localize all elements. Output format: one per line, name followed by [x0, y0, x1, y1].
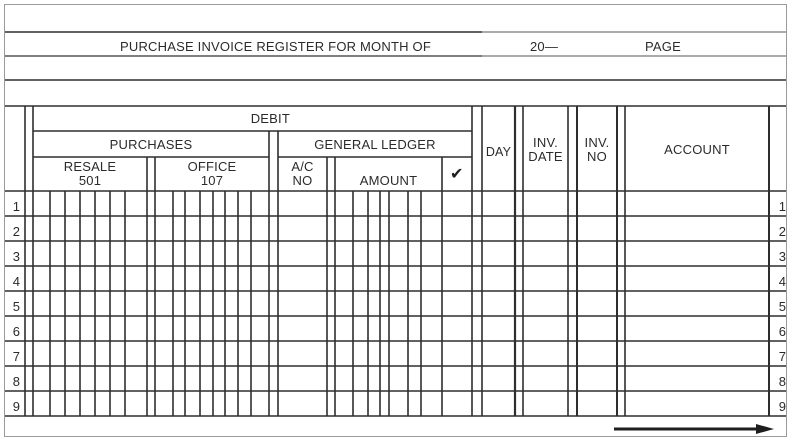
- day-header: DAY: [485, 145, 512, 159]
- row-number-right-9: 9: [778, 399, 786, 414]
- row-number-right-2: 2: [778, 224, 786, 239]
- row-number-left-5: 5: [12, 299, 20, 314]
- debit-header: DEBIT: [250, 111, 290, 126]
- row-number-right-1: 1: [778, 199, 786, 214]
- right-arrow-icon: [614, 423, 774, 435]
- page-label: PAGE: [645, 39, 681, 54]
- year-label: 20—: [530, 39, 559, 54]
- row-number-left-9: 9: [12, 399, 20, 414]
- row-number-left-7: 7: [12, 349, 20, 364]
- row-number-right-6: 6: [778, 324, 786, 339]
- row-number-left-4: 4: [12, 274, 20, 289]
- purchases-header: PURCHASES: [109, 137, 193, 152]
- row-number-right-5: 5: [778, 299, 786, 314]
- ac-no-header-line1: A/C: [291, 159, 314, 174]
- row-number-left-1: 1: [12, 199, 20, 214]
- inv-date-header-line1: INV.: [533, 135, 558, 150]
- row-number-right-7: 7: [778, 349, 786, 364]
- ac-no-header-line2: NO: [292, 173, 313, 188]
- inv-no-header-line2: NO: [587, 149, 607, 164]
- inv-no-header-line1: INV.: [584, 135, 610, 150]
- row-number-right-8: 8: [778, 374, 786, 389]
- row-number-left-2: 2: [12, 224, 20, 239]
- general-ledger-header: GENERAL LEDGER: [314, 137, 436, 152]
- office-header: OFFICE: [187, 159, 237, 174]
- office-account-code: 107: [200, 173, 224, 188]
- row-number-left-3: 3: [12, 249, 20, 264]
- row-number-left-6: 6: [12, 324, 20, 339]
- account-header: ACCOUNT: [664, 142, 730, 157]
- inv-date-header-line2: DATE: [528, 149, 563, 164]
- amount-header: AMOUNT: [359, 173, 418, 188]
- check-mark-icon: ✔: [450, 166, 464, 183]
- resale-account-code: 501: [78, 173, 102, 188]
- resale-header: RESALE: [63, 159, 117, 174]
- row-number-right-4: 4: [778, 274, 786, 289]
- row-number-right-3: 3: [778, 249, 786, 264]
- row-number-left-8: 8: [12, 374, 20, 389]
- register-title: PURCHASE INVOICE REGISTER FOR MONTH OF: [120, 39, 431, 54]
